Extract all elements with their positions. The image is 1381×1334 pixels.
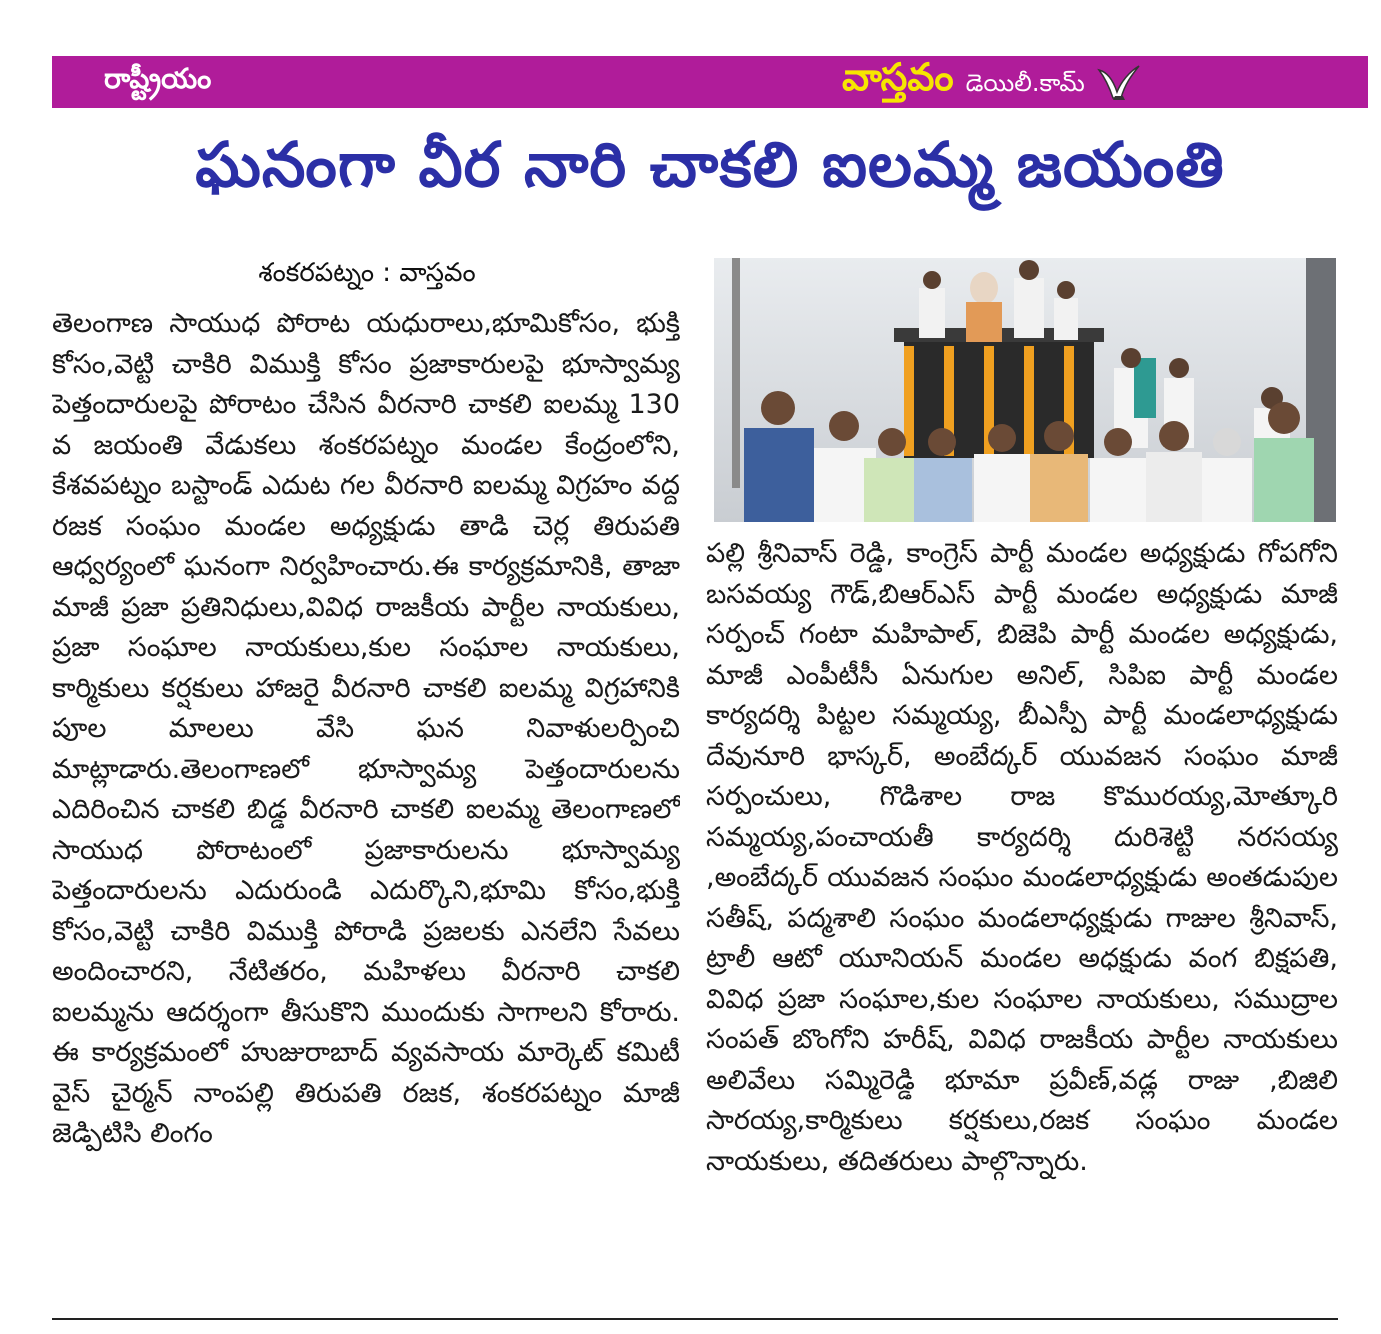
bottom-divider <box>52 1318 1338 1320</box>
event-photo <box>714 258 1336 522</box>
article-body-left: తెలంగాణ సాయుధ పోరాట యధురాలు,భూమికోసం, భుక్తి కోసం,వెట్టి చాకిరి విముక్తి కోసం ప్రజాకారులపై భూస్వామ్య పెత్తందారులపై పోరాటం చేసిన వీరనారి చాకలి ఐలమ్మ 130 వ జయంతి వేడుకలు శంకరపట్నం మండల కేంద్రంలోని, కేశవపట్నం బస్టాండ్ ఎదుట గల వీరనారి ఐలమ్మ విగ్రహం వద్ద రజక సంఘం మండల అధ్యక్షుడు తాడి చెర్ల తిరుపతి ఆధ్వర్యంలో ఘనంగా నిర్వహించారు.ఈ కార్యక్రమానికి, తాజా మాజీ ప్రజా ప్రతినిధులు,వివిధ రాజకీయ పార్టీల నాయకులు, ప్రజా సంఘాల నాయకులు,కుల సంఘాల నాయకులు, కార్మికులు కర్షకులు హాజరై వీరనారి చాకలి ఐలమ్మ విగ్రహానికి పూల మాలలు వేసి ఘన నివాళులర్పించి మాట్లాడారు.తెలంగాణలో భూస్వామ్య పెత్తందారులను ఎదిరించిన చాకలి బిడ్డ వీరనారి చాకలి ఐలమ్మ తెలంగాణలో సాయుధ పోరాటంలో ప్రజాకారులను భూస్వామ్య పెత్తందారులను ఎదురుండి ఎదుర్కొని,భూమి కోసం,భుక్తి కోసం,వెట్టి చాకిరి విముక్తి పోరాడి ప్రజలకు ఎనలేని సేవలు అందించారని, నేటితరం, మహిళలు వీరనారి చాకలి ఐలమ్మను ఆదర్శంగా తీసుకొని ముందుకు సాగాలని కోరారు. ఈ కార్యక్రమంలో హుజురాబాద్ వ్యవసాయ మార్కెట్ కమిటీ వైస్ చైర్మన్ నాంపల్లి తిరుపతి రజక, శంకరపట్నం మాజీ జెడ్పిటిసి లింగం <box>52 308 680 1149</box>
byline: శంకరపట్నం : వాస్తవం <box>258 258 476 288</box>
masthead <box>842 55 1141 106</box>
masthead-name: వాస్తవం <box>842 55 954 99</box>
bird-logo-icon <box>1095 62 1141 106</box>
article-body-right: పల్లి శ్రీనివాస్ రెడ్డి, కాంగ్రెస్ పార్టీ మండల అధ్యక్షుడు గోపగోని బసవయ్య గౌడ్,బిఆర్ఎస్ పార్టీ మండల అధ్యక్షుడు మాజీ సర్పంచ్ గంటా మహిపాల్, బిజెపి పార్టీ మండల అధ్యక్షుడు, మాజీ ఎంపీటీసీ ఏనుగుల అనిల్, సిపిఐ పార్టీ మండల కార్యదర్శి పిట్టల సమ్మయ్య, బీఎస్పీ పార్టీ మండలాధ్యక్షుడు దేవునూరి భాస్కర్, అంబేద్కర్ యువజన సంఘం మాజీ సర్పంచులు, గొడిశాల రాజ కొమురయ్య,మోత్కూరి సమ్మయ్య,పంచాయతీ కార్యదర్శి దురిశెట్టి నరసయ్య ,అంబేద్కర్ యువజన సంఘం మండలాధ్యక్షుడు అంతడుపుల సతీష్, పద్మశాలి సంఘం మండలాధ్యక్షుడు గాజుల శ్రీనివాస్, ట్రాలీ ఆటో యూనియన్ మండల అధక్షుడు వంగ బిక్షపతి, వివిధ ప్రజా సంఘాల,కుల సంఘాల నాయకులు, సముద్రాల సంపత్ బొంగోని హరీష్, వివిధ రాజకీయ పార్టీల నాయకులు అలివేలు సమ్మిరెడ్డి భూమా ప్రవీణ్,వడ్ల రాజు ,బిజిలి సారయ్య,కార్మికులు కర్షకులు,రజక సంఘం మండల నాయకులు, తదితరులు పాల్గొన్నారు. <box>706 538 1338 1177</box>
headline: ఘనంగా వీర నారి చాకలి ఐలమ్మ జయంతి <box>195 128 1225 201</box>
masthead-domain: డెయిలీ.కామ్ <box>965 69 1085 97</box>
header-band <box>52 56 1368 108</box>
section-label: రాష్ట్రీయం <box>104 62 212 95</box>
